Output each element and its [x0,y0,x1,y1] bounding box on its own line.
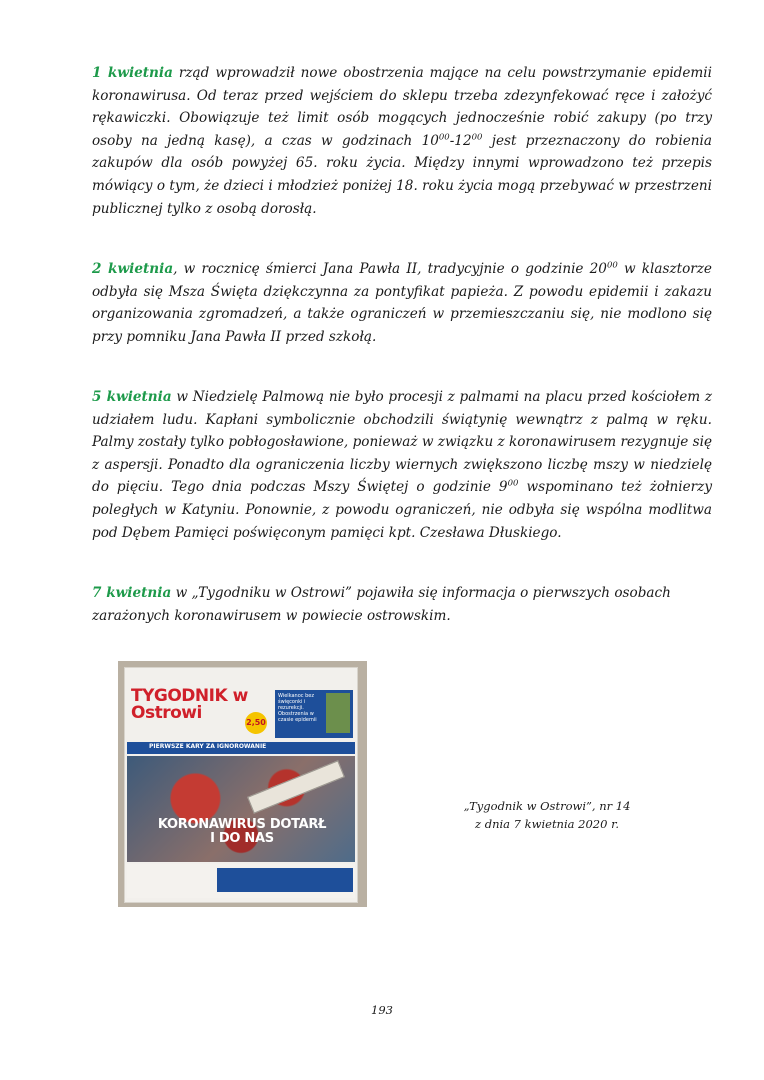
paragraph-april-1 [92,62,712,220]
paragraph-text: , w rocznicę śmierci Jana Pawła II, tradycyjnie o godzinie 20 [173,261,607,277]
paragraph-april-2 [92,258,712,348]
newspaper-masthead [131,688,271,740]
band-text: PIERWSZE KARY ZA IGNOROWANIE [149,743,267,750]
superscript: 00 [606,260,618,271]
paragraph-text: rząd wprowadził nowe obostrzenia mające na celu powstrzymanie epidemii koronawirusa. Od teraz przed wejściem do sklepu trzeba zdezynfekować ręce i założyć rękawiczki. Obowiązuje też limit osób mogących jednocześnie robić zakupy (po trzy osoby na jedną kasę), a czas w godzinach 10 [92,65,712,149]
date-label: 7 kwietnia [92,585,172,601]
paragraph-text: wspominano też żołnierzy poległych w Katyniu. Ponownie, z powodu ograniczeń, nie odbyła się wspólna modlitwa pod Dębem Pamięci poświęconym pamięci kpt. Czesława Dłuskiego. [92,479,712,541]
paragraph-april-5 [92,386,712,544]
page-number: 193 [371,1003,393,1017]
caption-line-1: „Tygodnik w Ostrowi”, nr 14 [463,799,631,813]
newspaper-front-page [124,667,358,903]
date-label: 5 kwietnia [92,389,172,405]
newspaper-cover-image [127,756,355,862]
paragraph-text: w „Tygodniku w Ostrowi” pojawiła się informacja o pierwszych osobach zarażonych koronawirusem w powiecie ostrowskim. [92,585,671,624]
superscript: 00 [471,132,483,143]
paragraph-text: w Niedzielę Palmową nie było procesji z palmami na placu przed kościołem z udziałem ludu. Kapłani symbolicznie obchodzili świątynię wewnątrz z palmą w ręku. Palmy zostały tylko pobłogosławione, ponieważ w związku z koronawirusem rezygnuje się z aspersji. Ponadto dla ograniczenia liczby wiernych zwiększono liczbę mszy w niedzielę do pięciu. Tego dnia podczas Mszy Świętej o godzinie 9 [92,389,712,496]
newspaper-photo [118,661,367,907]
footer-teaser-box [217,868,353,892]
date-label: 2 kwietnia [92,261,174,277]
masthead-title: TYGODNIK w Ostrowi [131,686,248,723]
newspaper-side-teaser [275,690,353,738]
paragraph-text: -12 [449,132,472,149]
paragraph-april-7 [92,582,712,627]
photo-caption [452,797,642,833]
paragraph-text: w klasztorze odbyła się Msza Święta dziękczynna za pontyfikat papieża. Z powodu epidemii i zakazu organizowania zgromadzeń, a także ograniczeń w przemieszczaniu się, nie modlono się przy pomniku Jana Pawła II przed szkołą. [92,261,712,345]
superscript: 00 [507,478,519,489]
date-label: 1 kwietnia [92,65,173,81]
superscript: 00 [438,132,450,143]
newspaper-band [127,742,355,754]
price-badge: 2,50 [245,712,267,734]
newspaper-footer [127,864,355,898]
paragraph-text: jest przeznaczony do robienia zakupów dla osób powyżej 65. roku życia. Między innymi wprowadzono też przepis mówiący o tym, że dzieci i młodzież poniżej 18. roku życia mogą przebywać w przestrzeni publicznej tylko z osobą dorosłą. [92,132,712,217]
syringe-image [247,760,345,813]
side-teaser-image [326,693,350,733]
side-teaser-text: Wielkanoc bez święconki i rezurekcji. Obostrzenia w czasie epidemii [278,693,317,723]
caption-line-2: z dnia 7 kwietnia 2020 r. [475,817,619,831]
newspaper-headline: KORONAWIRUS DOTARŁ I DO NAS [157,817,327,846]
